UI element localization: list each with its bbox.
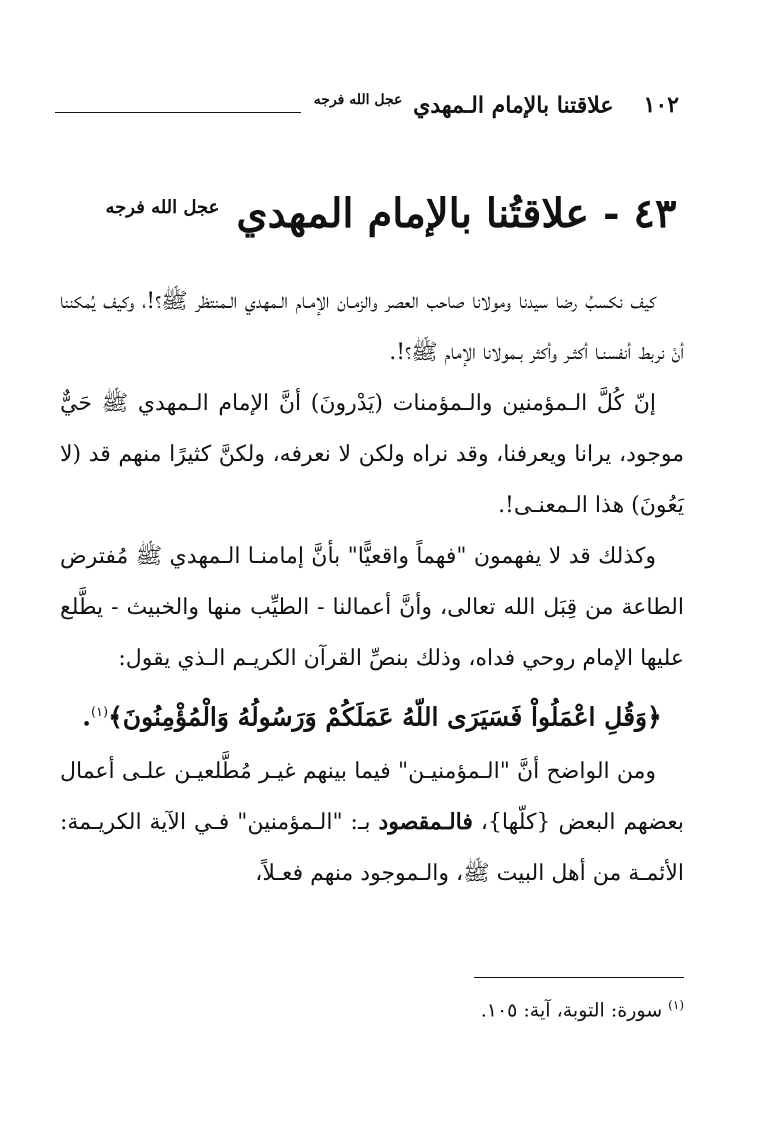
- chapter-title: [0, 190, 779, 237]
- paragraph-4-end: بـ: "الـمؤمنين" فـي الآية الكريـمة: الأئمـة من أهل البيت ﷺ، والـموجود منهم فعـلاً،: [60, 810, 684, 887]
- paragraph-4: [60, 746, 684, 899]
- running-title: [311, 92, 614, 118]
- page-number: ١٠٢: [643, 92, 679, 118]
- page-header: [55, 88, 679, 122]
- paragraph-1: كيف نكسبُ رضا سيدنا ومولانا صاحب العصر والزمـان الإمـام الـمهدي الـمنتظر ﷺ؟!، وكيف يُمكننا أنْ نربط أنفسنـا أكثـر وأكثر بـمولانا الإمام ﷺ؟!.: [60, 289, 684, 365]
- paragraph-4-start: ومن الواضح أنَّ "الـمؤمنيـن" فيما بينهم غيـر مُطَّلعيـن علـى أعمال بعضهم البعض {كلّها}،: [60, 759, 684, 836]
- body-text: [60, 276, 684, 899]
- header-rule: [55, 112, 301, 113]
- footnote-rule: [474, 977, 684, 978]
- quran-verse: ﴿وَقُلِ اعْمَلُواْ فَسَيَرَى اللّهُ عَمَلَكُمْ وَرَسُولُهُ وَالْمُؤْمِنُونَ﴾$^{(١)}$.: [82, 702, 662, 732]
- honorific-seal-icon: عجل الله فرجه: [313, 91, 403, 108]
- footnote-marker: (١): [668, 998, 684, 1012]
- footnote-text: سورة: التوبة، آية: ١٠٥.: [480, 999, 663, 1022]
- footnote-ref: (١): [90, 705, 109, 720]
- chapter-honorific-seal-icon: عجل الله فرجه: [105, 196, 220, 218]
- running-title-text: علاقتنا بالإمام الـمهدي: [413, 92, 614, 119]
- paragraph-3: وكذلك قد لا يفهمون "فهماً واقعيًّا" بأنَّ إمامنـا الـمهدي ﷺ مُفترض الطاعة من قِبَل الله تعالى، وأنَّ أعمالنا - الطيِّب منها والخبيث - يطَّلع عليها الإمام روحي فداه، وذلك بنصِّ القرآن الكريـم الـذي يقول:: [60, 544, 684, 671]
- chapter-title-text: ٤٣ - علاقتُنا بالإمام المهدي: [236, 190, 677, 237]
- verse-text: ﴿وَقُلِ اعْمَلُواْ فَسَيَرَى اللّهُ عَمَلَكُمْ وَرَسُولُهُ وَالْمُؤْمِنُونَ﴾: [108, 702, 662, 732]
- paragraph-2: إنّ كُلَّ الـمؤمنين والـمؤمنات (يَدْرونَ) أنَّ الإمام الـمهدي ﷺ حَيٌّ موجود، يرانا ويعرفنا، وقد نراه ولكن لا نعرفه، ولكنَّ كثيرًا منهم قد (لا يَعُونَ) هذا الـمعنـى!.: [60, 391, 684, 518]
- footnote: [481, 998, 684, 1021]
- paragraph-4-bold: فالـمقصود: [378, 809, 473, 836]
